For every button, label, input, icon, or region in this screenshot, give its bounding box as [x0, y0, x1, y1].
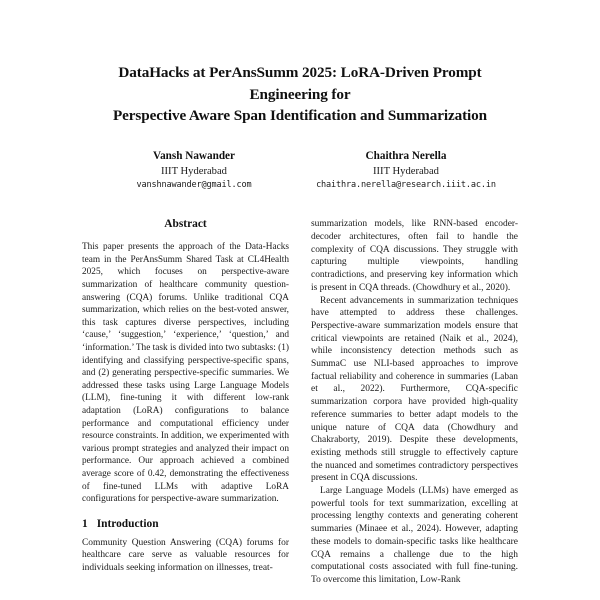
section-title: Introduction — [96, 517, 159, 530]
body-columns — [82, 218, 518, 586]
left-column — [82, 218, 289, 586]
author-entry — [88, 149, 300, 193]
author-affiliation: IIIT Hyderabad — [373, 165, 439, 177]
paragraph: Large Language Models (LLMs) have emerged as powerful tools for text summarization, excelling at processing lengthy contexts and generating coherent summaries (Minaee et al., 2024). However, adapting these models to domain-specific tasks like healthcare CQA remains a challenge due to the high computational costs associated with full fine-tuning. To overcome this limitation, Low-Rank — [311, 486, 518, 585]
paragraph: summarization models, like RNN-based encoder-decoder architectures, often fail to handle the complexity of CQA discussions. They struggle with capturing multiple viewpoints, handling contradictions, and preserving key information which is present in CQA threads. (Chowdhury et al., 2020). — [311, 219, 518, 293]
abstract-text: This paper presents the approach of the Data-Hacks team in the PerAnsSumm Shared Task at CL4Health 2025, which focuses on perspective-aware summarization of healthcare community question-answering (CQA) forums. Unlike traditional CQA summarization, which relies on the best-voted answer, this task captures diverse perspectives, including ‘cause,’ ‘suggestion,’ ‘experience,’ ‘question,’ and ‘information.’ The task is divided into two subtasks: (1) identifying and classifying perspective-specific spans, and (2) generating perspective-specific summaries. We addressed these tasks using Large Language Models (LLM), fine-tuning it with different low-rank adaptation (LoRA) configurations to balance performance and computational efficiency under resource constraints. In addition, we experimented with various prompt strategies and analyzed their impact on performance. Our approach achieved a combined average score of 0.42, demonstrating the effectiveness of fine-tuned LLMs with adaptive LoRA configurations for perspective-aware summarization. — [82, 242, 289, 505]
title-line-2: Perspective Aware Span Identification and Summarization — [112, 107, 488, 125]
author-entry — [300, 149, 512, 193]
right-column — [311, 218, 518, 586]
author-name: Chaithra Nerella — [365, 149, 447, 162]
author-block — [82, 149, 518, 193]
section-heading-introduction — [82, 518, 289, 530]
page-title — [82, 0, 518, 127]
section-number: 1 — [82, 517, 88, 530]
author-email[interactable]: chaithra.nerella@research.iiit.ac.in — [316, 180, 496, 191]
abstract-heading: Abstract — [164, 218, 207, 231]
title-line-1: DataHacks at PerAnsSumm 2025: LoRA-Driven Prompt Engineering for — [118, 64, 482, 103]
author-email[interactable]: vanshnawander@gmail.com — [136, 180, 252, 191]
author-affiliation: IIIT Hyderabad — [161, 165, 227, 177]
author-name: Vansh Nawander — [153, 149, 235, 162]
paragraph: Recent advancements in summarization techniques have attempted to address these challenges. Perspective-aware summarization models ensure that critical viewpoints are retained (Naik et al., 2024), while inconsistency detection methods such as SummaC use NLI-based approaches to improve factual reliability and coherence in summaries (Laban et al., 2022). Furthermore, CQA-specific summarization corpora have provided high-quality reference summaries to better adapt models to the unique nature of CQA data (Chowdhury and Chakraborty, 2019). Despite these developments, existing methods still struggle to effectively capture the nuanced and sometimes contradictory perspectives present in CQA discussions. — [311, 295, 518, 484]
paragraph: Community Question Answering (CQA) forums for healthcare care serve as valuable resources for individuals seeking information on illnesses, treat- — [82, 537, 289, 574]
